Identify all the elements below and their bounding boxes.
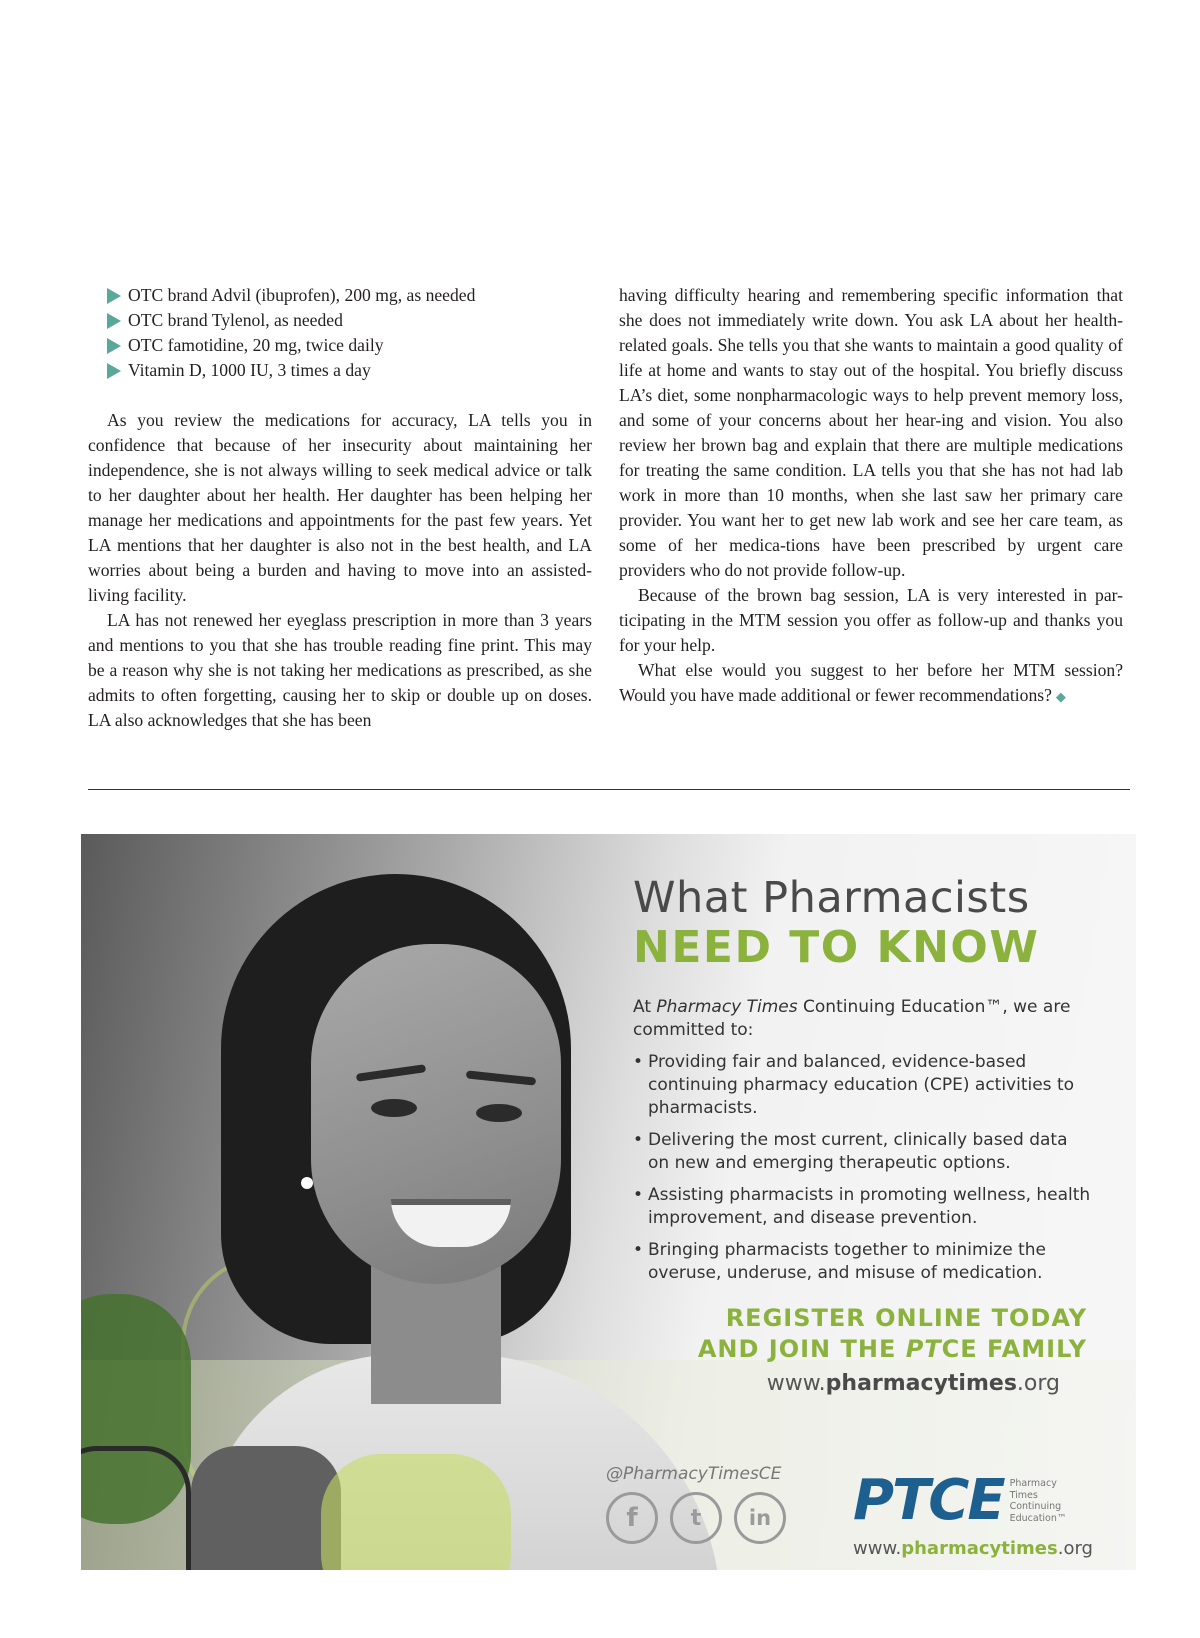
ptce-advertisement bbox=[81, 834, 1136, 1570]
ad-headline-top: What Pharmacists bbox=[633, 873, 1030, 923]
ptce-logo-subtitle: Pharmacy Times Continuing Education™ bbox=[1009, 1478, 1067, 1524]
body-paragraph: having difficulty hearing and remembering specific information that she does not immediately write down. You ask LA about her health-related goals. She tells you that she wants to maintain a good quality of life at home and wants to stay out of the hospital. You briefly discuss LA’s diet, some nonpharmacologic ways to help prevent memory loss, and some of your concerns about her hear-ing and vision. You also review her brown bag and explain that there are multiple medications for treating the same condition. LA tells you that she has not had lab work in more than 10 months, when she last saw her primary care provider. You want her to get new lab work and see her care team, as some of her medica-tions have been prescribed by urgent care providers who do not provide follow-up. bbox=[619, 285, 1123, 580]
list-item: Vitamin D, 1000 IU, 3 times a day bbox=[106, 358, 592, 383]
social-handle: @PharmacyTimesCE bbox=[606, 1464, 782, 1484]
triangle-bullet-icon bbox=[107, 363, 121, 379]
register-call-to-action: REGISTER ONLINE TODAY AND JOIN THE PTCE FAMILY bbox=[697, 1304, 1087, 1363]
ad-copy bbox=[633, 874, 1093, 1396]
body-paragraph: Because of the brown bag session, LA is very interested in par-ticipating in the MTM session you offer as follow-up and thanks you for your help. bbox=[619, 585, 1123, 655]
article-left-column bbox=[88, 283, 592, 733]
article-right-column bbox=[619, 283, 1123, 709]
list-item: • Providing fair and balanced, evidence-based continuing pharmacy education (CPE) activities to pharmacists. bbox=[633, 1051, 1093, 1120]
ptce-logo: PTCE bbox=[853, 1468, 1004, 1533]
triangle-bullet-icon bbox=[107, 313, 121, 329]
website-link[interactable]: www.pharmacytimes.org bbox=[766, 1371, 1060, 1396]
ptce-logo-block bbox=[853, 1468, 1103, 1559]
commitment-list bbox=[633, 1051, 1093, 1285]
list-item: • Bringing pharmacists together to minimize the overuse, underuse, and misuse of medication. bbox=[633, 1239, 1093, 1285]
website-link[interactable]: www.pharmacytimes.org bbox=[853, 1538, 1093, 1559]
body-paragraph-final: What else would you suggest to her before her MTM session? Would you have made additional or fewer recommendations? ◆ bbox=[619, 660, 1123, 705]
facebook-icon[interactable]: f bbox=[606, 1492, 658, 1544]
ad-intro: At Pharmacy Times Continuing Education™, we are committed to: bbox=[633, 997, 1071, 1040]
medication-list bbox=[106, 283, 592, 383]
section-divider bbox=[88, 789, 1130, 790]
body-paragraph: LA has not renewed her eyeglass prescription in more than 3 years and mentions to you that she has trouble reading fine print. This may be a reason why she is not taking her medications as prescribed, as she admits to often forgetting, causing her to skip or double up on doses. LA also acknowledges that she has been bbox=[88, 610, 592, 730]
decorative-gray-shape bbox=[191, 1446, 341, 1570]
ad-headline-bottom: NEED TO KNOW bbox=[633, 922, 1040, 973]
linkedin-icon[interactable]: in bbox=[734, 1492, 786, 1544]
list-item: • Delivering the most current, clinically based data on new and emerging therapeutic options. bbox=[633, 1129, 1093, 1175]
decorative-dark-outline-shape bbox=[81, 1446, 191, 1570]
social-links bbox=[606, 1464, 786, 1544]
end-of-article-diamond-icon: ◆ bbox=[1055, 689, 1066, 704]
triangle-bullet-icon bbox=[107, 338, 121, 354]
twitter-icon[interactable]: t bbox=[670, 1492, 722, 1544]
list-item: OTC brand Advil (ibuprofen), 200 mg, as needed bbox=[106, 283, 592, 308]
triangle-bullet-icon bbox=[107, 288, 121, 304]
body-paragraph: As you review the medications for accuracy, LA tells you in confidence that because of her insecurity about maintaining her independence, she is not always willing to seek medical advice or talk to her daughter about her health. Her daughter has been helping her manage her medications and appointments for the past few years. Yet LA mentions that her daughter is also not in the best health, and LA worries about being a burden and having to move into an assisted-living facility. bbox=[88, 410, 592, 605]
list-item: OTC brand Tylenol, as needed bbox=[106, 308, 592, 333]
list-item: OTC famotidine, 20 mg, twice daily bbox=[106, 333, 592, 358]
list-item: • Assisting pharmacists in promoting wellness, health improvement, and disease prevention. bbox=[633, 1184, 1093, 1230]
decorative-lime-shape bbox=[321, 1454, 511, 1570]
